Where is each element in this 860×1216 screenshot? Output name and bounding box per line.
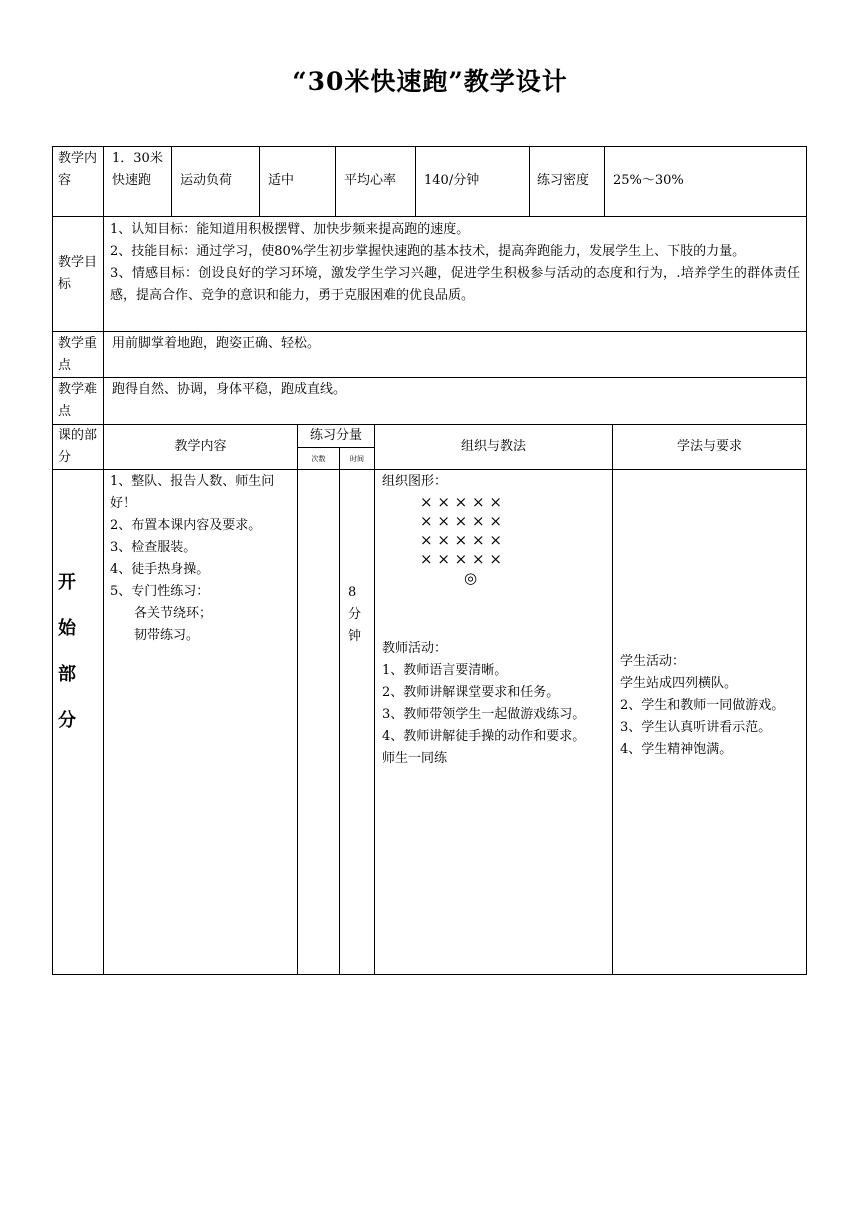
goal-item: 1、认知目标：能知道用积极摆臂、加快步频来提高跑的速度。 — [110, 222, 470, 237]
content-item: 1、整队、报告人数、师生问好！ — [110, 474, 275, 511]
section-label-start: 开 始 部 分 — [58, 572, 76, 731]
label-teaching-goals: 教学目标 — [58, 255, 98, 292]
density-value: 25%～30% — [613, 173, 684, 188]
formation-row: × × × × × — [420, 550, 502, 568]
load-value: 适中 — [268, 173, 295, 188]
teacher-item: 4、教师讲解徒手操的动作和要求。 — [382, 729, 586, 744]
content-item: 2、布置本课内容及要求。 — [110, 518, 262, 533]
goals-list — [110, 219, 800, 307]
teacher-item: 师生一同练 — [382, 751, 448, 766]
start-time: 8 分 钟 — [348, 585, 362, 644]
organization-column — [382, 471, 610, 770]
header-part: 课的部分 — [58, 428, 98, 465]
content-item: 4、徒手热身操。 — [110, 562, 210, 577]
content-item: 各关节绕环； — [134, 606, 213, 621]
teacher-activity-title: 教师活动： — [382, 641, 448, 656]
header-content: 教学内容 — [174, 439, 227, 454]
org-title: 组织图形： — [382, 474, 448, 489]
header-study: 学法与要求 — [676, 439, 742, 454]
difficulty-text: 跑得自然、协调，身体平稳，跑成直线。 — [112, 382, 347, 397]
goal-item: 3、情感目标：创设良好的学习环境，激发学生学习兴趣，促进学生积极参与活动的态度和行为，.培养学生的群体责任感，提高合作、竞争的意识和能力，勇于克服困难的优良品质。 — [110, 266, 800, 303]
student-item: 学生站成四列横队。 — [620, 676, 738, 691]
header-amount: 练习分量 — [309, 428, 362, 443]
formation-row: × × × × × — [420, 531, 502, 549]
formation-row: × × × × × — [420, 493, 502, 511]
header-organization: 组织与教法 — [460, 439, 526, 454]
content-item: 韧带练习。 — [134, 628, 200, 643]
teacher-item: 3、教师带领学生一起做游戏练习。 — [382, 707, 586, 722]
student-item: 2、学生和教师一同做游戏。 — [620, 698, 785, 713]
heart-rate-label: 平均心率 — [344, 173, 397, 188]
formation-row: × × × × × — [420, 512, 502, 530]
teacher-item: 2、教师讲解课堂要求和任务。 — [382, 685, 560, 700]
label-key-point: 教学重点 — [58, 336, 98, 373]
formation-diagram — [382, 493, 610, 588]
document-title: “30米快速跑”教学设计 — [292, 67, 568, 96]
teacher-position-mark: ◎ — [464, 569, 478, 587]
content-item: 5、专门性练习： — [110, 584, 210, 599]
student-item: 4、学生精神饱满。 — [620, 742, 733, 757]
header-count: 次数 — [311, 455, 326, 463]
heart-rate-value: 140/分钟 — [424, 173, 480, 188]
student-column — [620, 651, 804, 761]
header-time: 时间 — [350, 455, 364, 463]
start-content-list — [110, 471, 293, 647]
teacher-item: 1、教师语言要清晰。 — [382, 663, 508, 678]
label-teaching-content: 教学内容 — [58, 151, 98, 188]
student-activity-title: 学生活动： — [620, 654, 686, 669]
label-difficulty: 教学难点 — [58, 382, 98, 419]
teaching-content-value: 1．30米快速跑 — [112, 151, 163, 188]
goal-item: 2、技能目标：通过学习，使80%学生初步掌握快速跑的基本技术，提高奔跑能力，发展学生上、下肢的力量。 — [110, 244, 746, 259]
student-item: 3、学生认真听讲看示范。 — [620, 720, 772, 735]
content-item: 3、检查服装。 — [110, 540, 197, 555]
load-label: 运动负荷 — [180, 173, 233, 188]
key-point-text: 用前脚掌着地跑，跑姿正确、轻松。 — [112, 336, 321, 351]
density-label: 练习密度 — [537, 173, 590, 188]
